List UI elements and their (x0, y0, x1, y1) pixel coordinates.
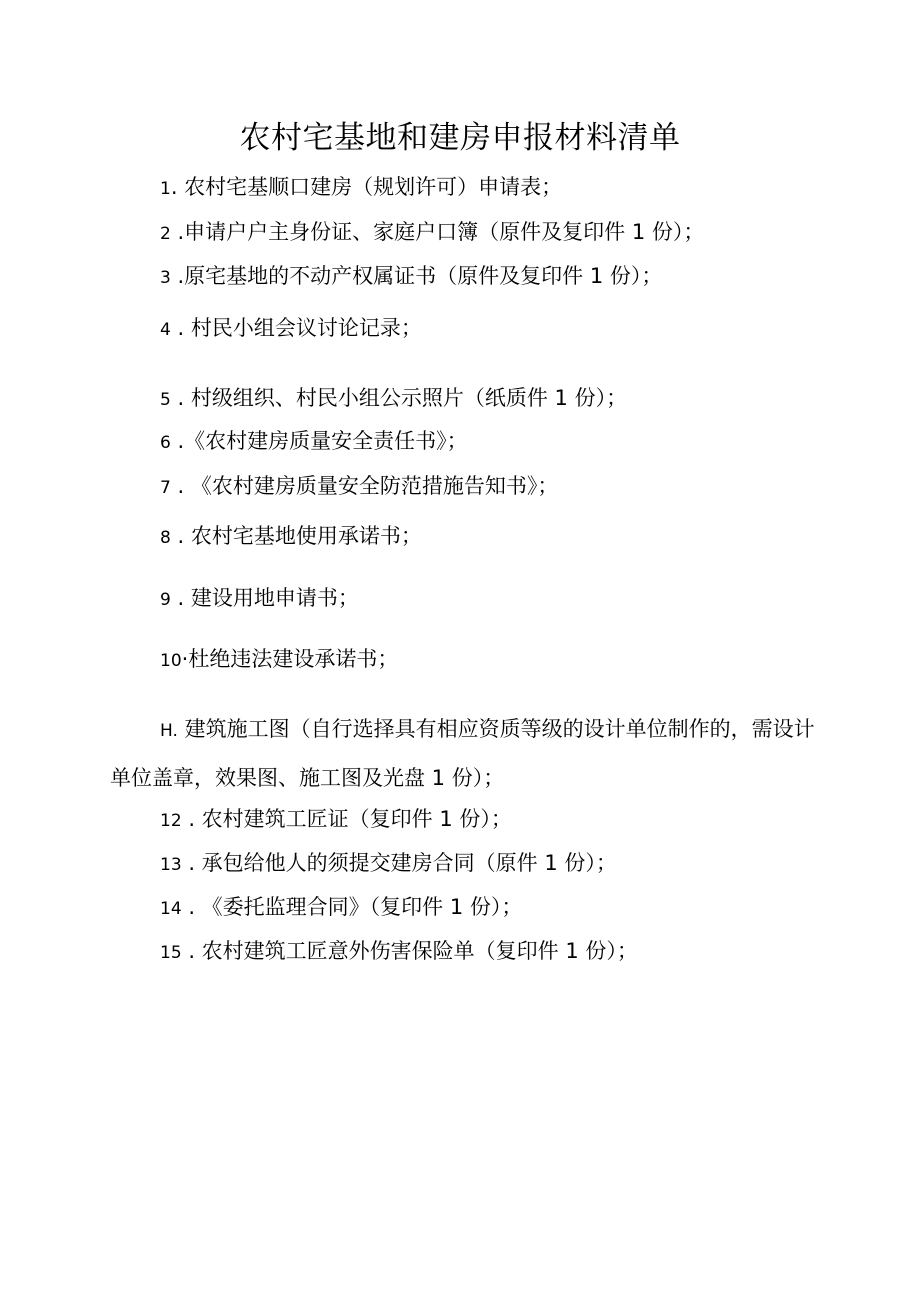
item-number: H. (160, 721, 178, 741)
item-text: .原宅基地的不动产权属证书（原件及复印件 1 份）； (170, 264, 663, 288)
item-number: 8 (160, 528, 171, 548)
list-item (160, 892, 522, 924)
item-number: 12 (160, 811, 182, 831)
item-number: 9 (160, 590, 171, 610)
list-item (160, 313, 422, 345)
item-text: . 《委托监理合同》（复印件 1 份）； (181, 895, 523, 919)
list-item (160, 172, 562, 204)
list-item (160, 644, 398, 676)
item-number: 5 (160, 390, 171, 410)
item-text: . 农村宅基顺口建房（规划许可）申请表； (170, 175, 563, 199)
document-title: 农村宅基地和建房申报材料清单 (239, 120, 681, 156)
item-text: 建筑施工图（自行选择具有相应资质等级的设计单位制作的，需设计单位盖章，效果图、施工图及光盘 1 份）； (110, 717, 815, 790)
item-number: 10 (160, 651, 182, 671)
item-text: .申请户户主身份证、家庭户口簿（原件及复印件 1 份）； (170, 220, 705, 244)
list-item (160, 471, 558, 503)
item-number: 13 (160, 855, 182, 875)
list-item (160, 383, 627, 415)
item-number: 2 (160, 224, 171, 244)
item-number: 15 (160, 943, 182, 963)
item-text: . 《农村建房质量安全防范措施告知书》； (170, 474, 559, 498)
item-text: . 农村建筑工匠意外伤害保险单（复印件 1 份）； (181, 939, 638, 963)
list-item (160, 936, 638, 968)
item-number: 14 (160, 899, 182, 919)
item-number: 6 (160, 433, 171, 453)
item-number: 7 (160, 478, 171, 498)
list-item (160, 426, 468, 458)
list-item (160, 261, 662, 293)
item-text: . 农村宅基地使用承诺书； (170, 524, 422, 548)
list-item (160, 848, 617, 880)
list-item (160, 804, 512, 836)
list-item (160, 217, 704, 249)
list-item (160, 583, 359, 615)
item-text: . 村级组织、村民小组公示照片（纸质件 1 份）； (170, 386, 628, 410)
list-item-wrapped (110, 706, 820, 802)
item-text: .《农村建房质量安全责任书》； (170, 429, 468, 453)
item-text: ·杜绝违法建设承诺书； (181, 647, 399, 671)
item-text: . 农村建筑工匠证（复印件 1 份）； (181, 807, 512, 831)
item-text: . 承包给他人的须提交建房合同（原件 1 份）； (181, 851, 617, 875)
item-text: . 建设用地申请书； (170, 586, 359, 610)
item-number: 4 (160, 320, 171, 340)
list-item (160, 521, 422, 553)
item-number: 1 (160, 179, 171, 199)
item-text: . 村民小组会议讨论记录； (170, 316, 422, 340)
item-number: 3 (160, 268, 171, 288)
